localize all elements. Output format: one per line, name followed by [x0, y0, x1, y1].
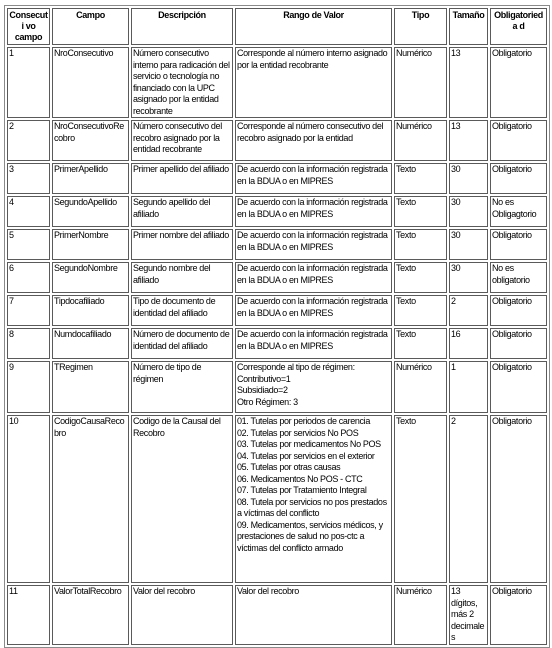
cell-tipo: Texto [394, 262, 447, 293]
cell-campo: NroConsecutivoRecobro [52, 120, 129, 161]
cell-consecutivo: 4 [7, 196, 50, 227]
rango-line: De acuerdo con la información registrada en la BDUA o en MIPRES [237, 329, 388, 351]
cell-tipo: Texto [394, 229, 447, 260]
cell-descripcion: Primer nombre del afiliado [131, 229, 233, 260]
cell-rango [235, 361, 392, 413]
cell-consecutivo: 1 [7, 47, 50, 118]
table-row [7, 328, 547, 359]
cell-tamano: 1 [449, 361, 488, 413]
cell-tamano: 30 [449, 229, 488, 260]
cell-descripcion: Valor del recobro [131, 585, 233, 645]
cell-tipo: Texto [394, 295, 447, 326]
cell-obligatorio: Obligatorio [490, 120, 547, 161]
document [4, 5, 548, 648]
rango-line: 08. Tutela por servicios no pos prestados a víctimas del conflicto [237, 496, 387, 518]
cell-campo: Numdocafiliado [52, 328, 129, 359]
table-row [7, 229, 547, 260]
table-row [7, 295, 547, 326]
cell-rango [235, 295, 392, 326]
cell-obligatorio: No es Obligagtorio [490, 196, 547, 227]
header-obligatoriedad: Obligatorieda d [490, 8, 547, 45]
cell-consecutivo: 3 [7, 163, 50, 194]
rango-line: 04. Tutelas por servicios en el exterior [237, 450, 375, 461]
table-row [7, 262, 547, 293]
cell-rango [235, 47, 392, 118]
cell-descripcion: Primer apellido del afiliado [131, 163, 233, 194]
rango-line: De acuerdo con la información registrada en la BDUA o en MIPRES [237, 263, 388, 285]
cell-rango [235, 415, 392, 583]
rango-line: Corresponde al número consecutivo del recobro asignado por la entidad [237, 121, 384, 143]
cell-tipo: Texto [394, 163, 447, 194]
cell-descripcion: Número de tipo de régimen [131, 361, 233, 413]
cell-consecutivo: 6 [7, 262, 50, 293]
cell-campo: ValorTotalRecobro [52, 585, 129, 645]
rango-line: Corresponde al número interno asignado por la entidad recobrante [237, 48, 388, 70]
cell-descripcion: Número consecutivo del recobro asignado por la entidad recobrante [131, 120, 233, 161]
rango-line: 05. Tutelas por otras causas [237, 462, 341, 472]
header-campo: Campo [52, 8, 129, 45]
cell-tamano: 30 [449, 196, 488, 227]
cell-obligatorio: Obligatorio [490, 163, 547, 194]
table-row [7, 415, 547, 583]
cell-consecutivo: 5 [7, 229, 50, 260]
cell-rango [235, 229, 392, 260]
cell-tamano: 2 [449, 295, 488, 326]
rango-line: Corresponde al tipo de régimen: [237, 362, 355, 372]
cell-campo: PrimerNombre [52, 229, 129, 260]
rango-line: De acuerdo con la información registrada en la BDUA o en MIPRES [237, 197, 388, 219]
cell-obligatorio: Obligatorio [490, 361, 547, 413]
cell-obligatorio: Obligatorio [490, 295, 547, 326]
cell-tipo: Numérico [394, 120, 447, 161]
cell-tamano: 13 [449, 47, 488, 118]
rango-line: 01. Tutelas por periodos de carencia [237, 416, 370, 426]
table-row [7, 585, 547, 645]
cell-obligatorio: Obligatorio [490, 585, 547, 645]
cell-tipo: Texto [394, 196, 447, 227]
cell-obligatorio: Obligatorio [490, 229, 547, 260]
cell-campo: SegundoApellido [52, 196, 129, 227]
cell-tipo: Numérico [394, 585, 447, 645]
header-descripcion: Descripción [131, 8, 233, 45]
header-row [7, 8, 547, 45]
cell-tamano: 30 [449, 163, 488, 194]
cell-obligatorio: Obligatorio [490, 47, 547, 118]
cell-tamano: 13 dígitos, más 2 decimales [449, 585, 488, 645]
header-tipo: Tipo [394, 8, 447, 45]
cell-consecutivo: 2 [7, 120, 50, 161]
cell-tipo: Texto [394, 415, 447, 583]
cell-rango [235, 585, 392, 645]
cell-descripcion: Segundo apellido del afiliado [131, 196, 233, 227]
cell-rango [235, 120, 392, 161]
cell-tamano: 30 [449, 262, 488, 293]
header-consecutivo: Consecuti vo campo [7, 8, 50, 45]
cell-rango [235, 163, 392, 194]
cell-descripcion: Segundo nombre del afiliado [131, 262, 233, 293]
rango-line: 09. Medicamentos, servicios médicos, y prestaciones de salud no pos-ctc a víctimas del conflicto armado [237, 519, 383, 553]
cell-descripcion: Tipo de documento de identidad del afiliado [131, 295, 233, 326]
rango-line: De acuerdo con la información registrada en la BDUA o en MIPRES [237, 230, 388, 252]
cell-obligatorio: Obligatorio [490, 415, 547, 583]
cell-descripcion: Número consecutivo interno para radicación del servicio o tecnología no financiado con la UPC asignado por la entidad recobrante [131, 47, 233, 118]
cell-consecutivo: 10 [7, 415, 50, 583]
header-rango: Rango de Valor [235, 8, 392, 45]
cell-tamano: 13 [449, 120, 488, 161]
cell-tamano: 2 [449, 415, 488, 583]
cell-campo: TRegimen [52, 361, 129, 413]
table-row [7, 196, 547, 227]
rango-line: Valor del recobro [237, 586, 299, 596]
cell-rango [235, 262, 392, 293]
cell-obligatorio: Obligatorio [490, 328, 547, 359]
rango-line: Contributivo=1 [237, 373, 291, 384]
rango-line: 07. Tutelas por Tratamiento Integral [237, 485, 367, 495]
header-tamano: Tamaño [449, 8, 488, 45]
table-body [7, 47, 547, 645]
cell-consecutivo: 9 [7, 361, 50, 413]
cell-consecutivo: 11 [7, 585, 50, 645]
table-row [7, 120, 547, 161]
cell-campo: PrimerApellido [52, 163, 129, 194]
rango-line: Otro Régimen: 3 [237, 396, 298, 407]
cell-campo: SegundoNombre [52, 262, 129, 293]
cell-campo: NroConsecutivo [52, 47, 129, 118]
cell-rango [235, 196, 392, 227]
cell-campo: Tipdocafiliado [52, 295, 129, 326]
field-spec-table [4, 5, 550, 648]
rango-line: Subsidiado=2 [237, 385, 288, 395]
rango-line: 02. Tutelas por servicios No POS [237, 427, 359, 438]
rango-line: De acuerdo con la información registrada en la BDUA o en MIPRES [237, 296, 388, 318]
rango-line: De acuerdo con la información registrada en la BDUA o en MIPRES [237, 164, 388, 186]
cell-campo: CodigoCausaRecobro [52, 415, 129, 583]
cell-rango [235, 328, 392, 359]
cell-consecutivo: 8 [7, 328, 50, 359]
cell-tipo: Numérico [394, 361, 447, 413]
cell-tipo: Texto [394, 328, 447, 359]
cell-consecutivo: 7 [7, 295, 50, 326]
cell-obligatorio: No es obligatorio [490, 262, 547, 293]
cell-descripcion: Codigo de la Causal del Recobro [131, 415, 233, 583]
cell-tamano: 16 [449, 328, 488, 359]
table-row [7, 163, 547, 194]
cell-tipo: Numérico [394, 47, 447, 118]
cell-descripcion: Número de documento de identidad del afiliado [131, 328, 233, 359]
table-row [7, 47, 547, 118]
table-row [7, 361, 547, 413]
rango-line: 06. Medicamentos No POS - CTC [237, 473, 363, 484]
rango-line: 03. Tutelas por medicamentos No POS [237, 439, 381, 449]
